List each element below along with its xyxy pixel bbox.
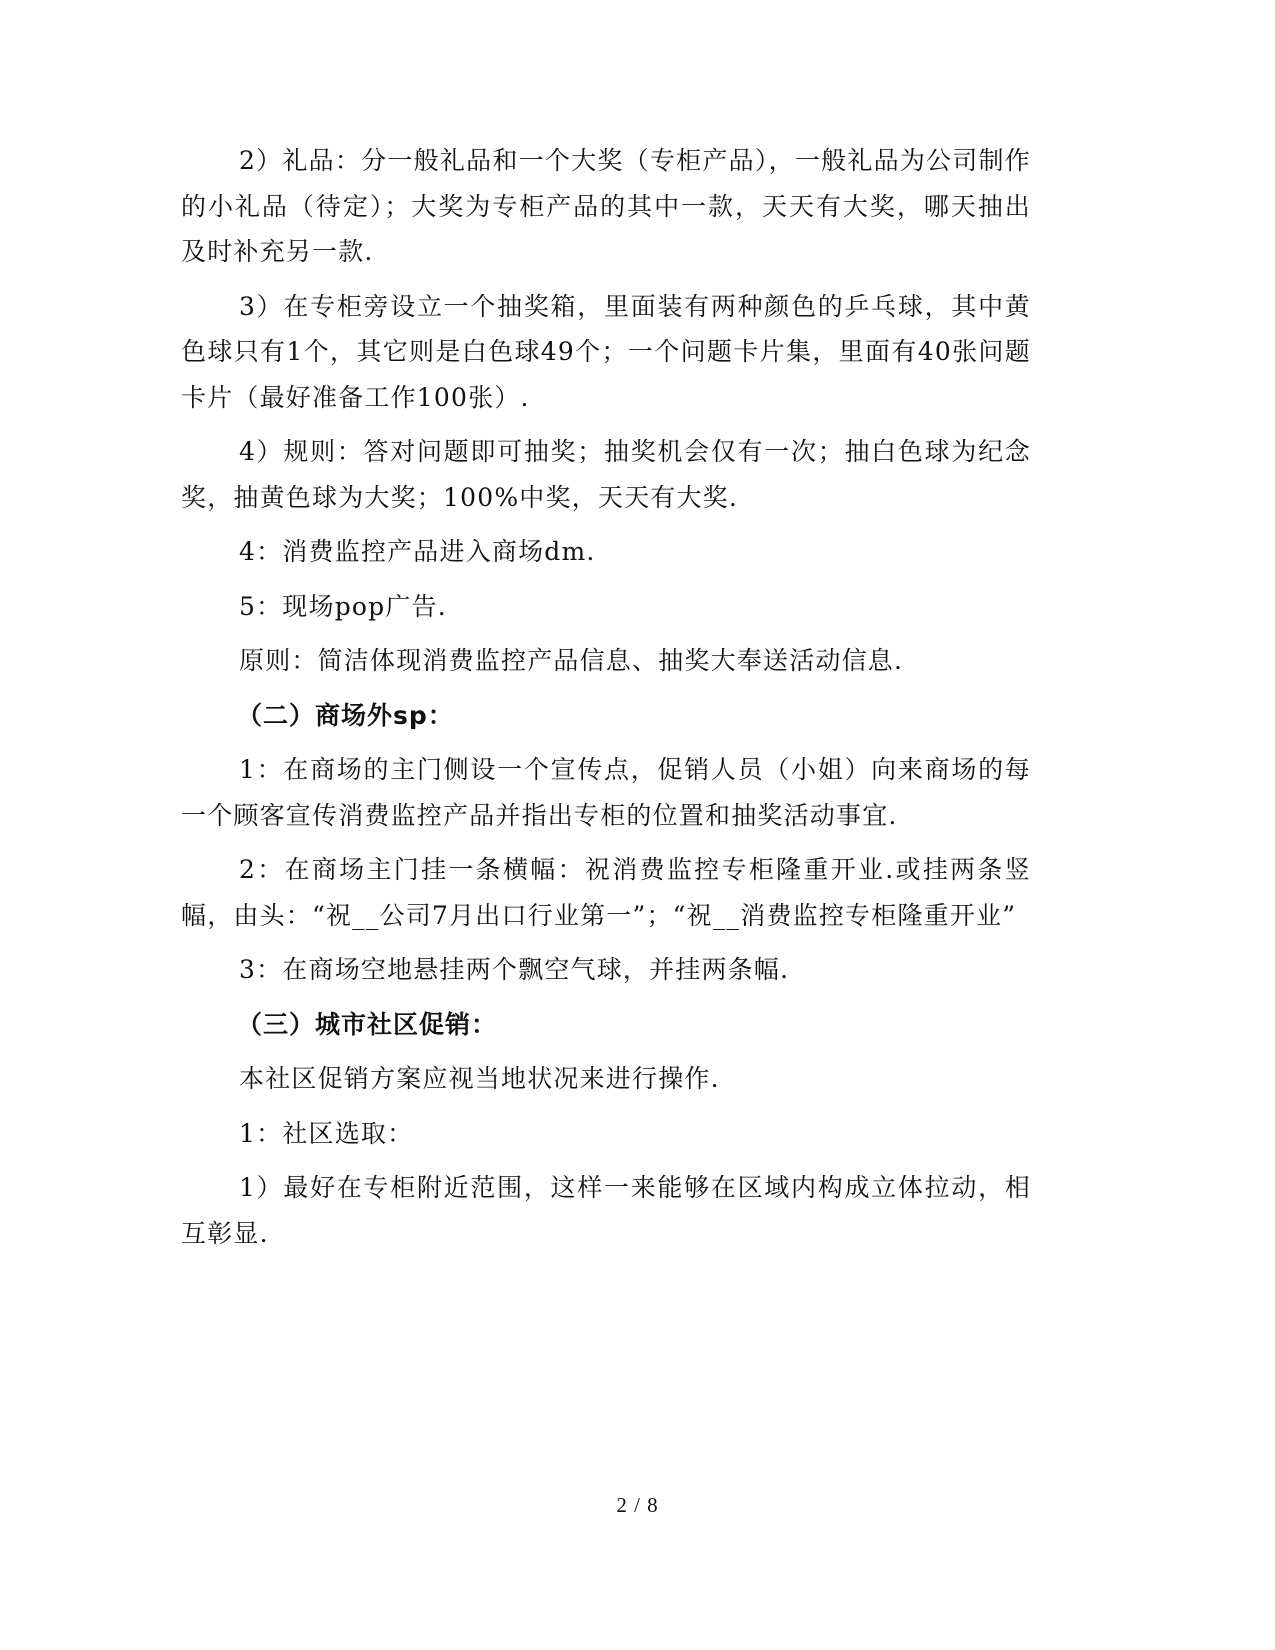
paragraph-principle: 原则：简洁体现消费监控产品信息、抽奖大奉送活动信息. — [239, 646, 904, 675]
paragraph-community-location: 1）最好在专柜附近范围，这样一来能够在区域内构成立体拉动，相互彰显. — [181, 1173, 1031, 1248]
paragraph-lottery-box: 3）在专柜旁设立一个抽奖箱，里面装有两种颜色的乒乓球，其中黄色球只有1个，其它则是白色球49个；一个问题卡片集，里面有40张问题卡片（最好准备工作100张）. — [181, 291, 1031, 412]
paragraph-dm: 4：消费监控产品进入商场dm. — [239, 537, 596, 566]
paragraph-balloons: 3：在商场空地悬挂两个飘空气球，并挂两条幅. — [239, 955, 790, 984]
paragraph-pop: 5：现场pop广告. — [239, 591, 447, 621]
document-body — [181, 138, 1031, 1265]
paragraph-rules: 4）规则：答对问题即可抽奖；抽奖机会仅有一次；抽白色球为纪念奖，抽黄色球为大奖；100%中奖，天天有大奖. — [181, 437, 1031, 512]
page-number: 2 / 8 — [616, 1493, 659, 1517]
paragraph-promo-point: 1：在商场的主门侧设一个宣传点，促销人员（小姐）向来商场的每一个顾客宣传消费监控产品并指出专柜的位置和抽奖活动事宜. — [181, 755, 1031, 830]
paragraph-community-intro: 本社区促销方案应视当地状况来进行操作. — [239, 1064, 720, 1093]
section-heading-outside-mall: （二）商场外sp： — [237, 700, 454, 730]
section-heading-community: （三）城市社区促销： — [237, 1009, 498, 1039]
paragraph-banner: 2：在商场主门挂一条横幅：祝消费监控专柜隆重开业.或挂两条竖幅，由头：“祝__公司7月出口行业第一”；“祝__消费监控专柜隆重开业” — [181, 855, 1031, 930]
paragraph-gifts: 2）礼品：分一般礼品和一个大奖（专柜产品），一般礼品为公司制作的小礼品（待定）；大奖为专柜产品的其中一款，天天有大奖，哪天抽出及时补充另一款. — [181, 146, 1031, 266]
paragraph-community-selection: 1：社区选取： — [239, 1118, 414, 1148]
